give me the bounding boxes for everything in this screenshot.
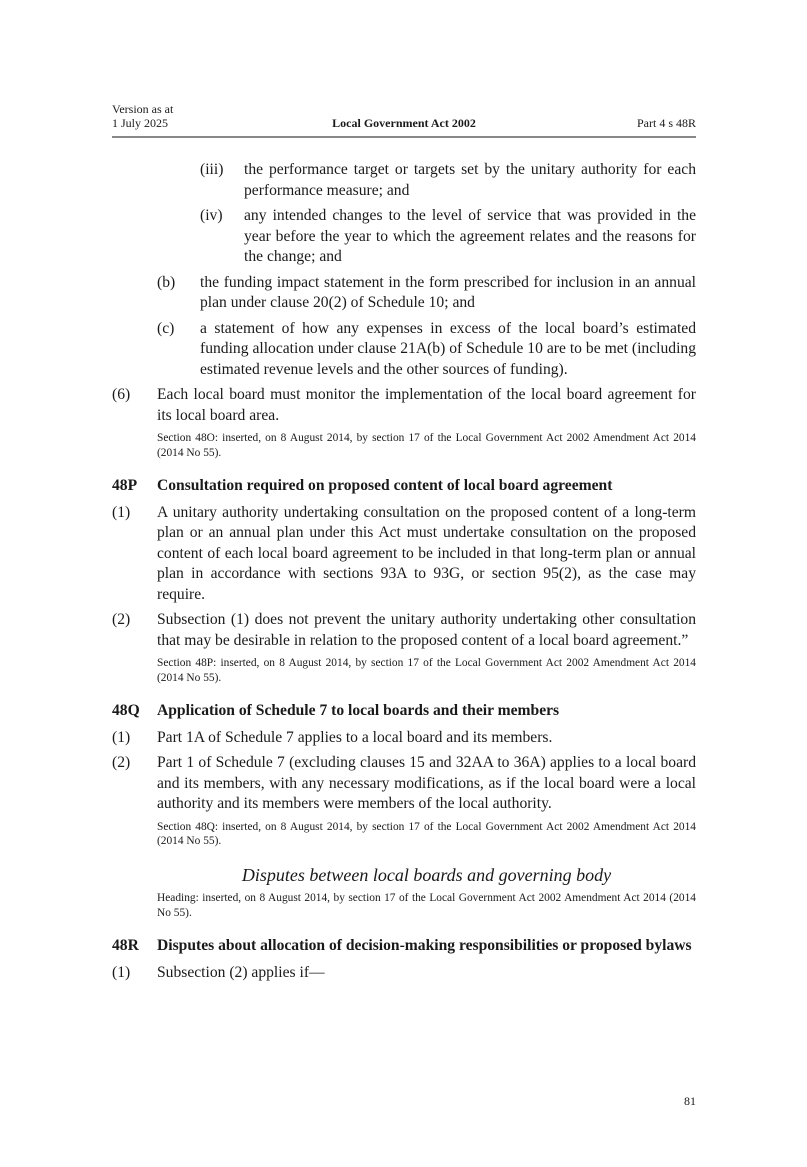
label: (1): [112, 503, 131, 521]
act-title: Local Government Act 2002: [332, 116, 476, 130]
section-number: 48R: [112, 937, 139, 954]
cross-heading: Disputes between local boards and governing body: [241, 864, 612, 885]
label: (iii): [200, 161, 224, 178]
text: any intended changes to the level of service that was provided in the year before the year to which the agreement relates and the reasons for the change; and: [244, 207, 696, 265]
text: Subsection (2) applies if—: [157, 963, 325, 981]
subsection-2: [112, 610, 696, 651]
subsection-1: [112, 728, 696, 749]
history-note-48Q: Section 48Q: inserted, on 8 August 2014, by section 17 of the Local Government Act 2002 Amendment Act 2014 (2014 No 55).: [157, 820, 696, 847]
section-title: Consultation required on proposed content of local board agreement: [157, 477, 613, 494]
section-heading-48R: [112, 936, 696, 957]
section-heading-48Q: [112, 701, 696, 722]
text: the funding impact statement in the form prescribed for inclusion in an annual plan under clause 20(2) of Schedule 10; and: [200, 273, 696, 311]
section-heading-48P: [112, 476, 696, 497]
label: (6): [112, 386, 131, 403]
subparagraph-iii: [200, 160, 696, 201]
text: A unitary authority undertaking consultation on the proposed content of a long-term plan or an annual plan under this Act must undertake consultation on the proposed content of each local board agreement to be included in that long-term plan or annual plan in accordance with sections 93A to 93G, or section 95(2), as the case may require.: [157, 503, 696, 603]
subparagraph-iv: [200, 206, 696, 268]
subsection-6: [112, 385, 696, 426]
label: (b): [157, 273, 176, 291]
subsection-1: [112, 963, 696, 984]
section-title: Application of Schedule 7 to local boards and their members: [157, 702, 560, 719]
paragraph-c: [157, 319, 696, 381]
label: (1): [112, 728, 131, 746]
label: (iv): [200, 207, 223, 224]
label: (c): [157, 319, 175, 337]
subsection-1: [112, 503, 696, 606]
label: (2): [112, 754, 131, 771]
subsection-2: [112, 753, 696, 815]
section-title: Disputes about allocation of decision-making responsibilities or proposed bylaws: [157, 937, 692, 954]
section-number: 48P: [112, 477, 138, 494]
text: the performance target or targets set by the unitary authority for each performance measure; and: [244, 161, 696, 199]
text: Part 1 of Schedule 7 (excluding clauses 15 and 32AA to 36A) applies to a local board and its members, with any necessary modifications, as if the local board were a local authority and its members were members of the local authority.: [157, 754, 696, 812]
label: (2): [112, 611, 131, 628]
history-note-48O: Section 48O: inserted, on 8 August 2014, by section 17 of the Local Government Act 2002 Amendment Act 2014 (2014 No 55).: [157, 432, 696, 459]
section-number: 48Q: [112, 702, 140, 719]
text: Each local board must monitor the implementation of the local board agreement for its local board area.: [157, 386, 696, 424]
header-rule: [112, 136, 696, 138]
label: (1): [112, 963, 131, 981]
document-body: [112, 160, 696, 988]
heading-history-note: Heading: inserted, on 8 August 2014, by section 17 of the Local Government Act 2002 Amendment Act 2014 (2014 No 55).: [157, 892, 696, 919]
text: Part 1A of Schedule 7 applies to a local board and its members.: [157, 728, 553, 746]
history-note-48P: Section 48P: inserted, on 8 August 2014, by section 17 of the Local Government Act 2002 Amendment Act 2014 (2014 No 55).: [157, 657, 696, 684]
part-section-ref: Part 4 s 48R: [636, 116, 696, 130]
text: a statement of how any expenses in excess of the local board’s estimated funding allocation under clause 21A(b) of Schedule 10 are to be met (including estimated revenue levels and the other sources of funding).: [200, 319, 696, 378]
version-label: Version as at: [112, 102, 174, 116]
paragraph-b: [157, 273, 696, 314]
text: Subsection (1) does not prevent the unitary authority undertaking other consultation that may be desirable in relation to the proposed content of a local board agreement.”: [157, 611, 696, 649]
page-number: 81: [684, 1094, 696, 1108]
version-date: 1 July 2025: [112, 116, 169, 130]
